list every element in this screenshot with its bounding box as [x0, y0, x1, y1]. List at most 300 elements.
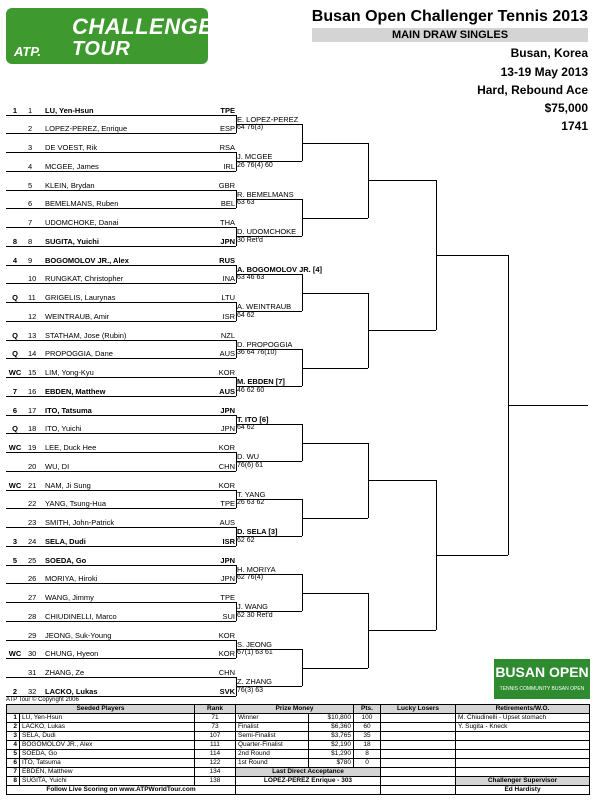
footer-row	[7, 777, 590, 786]
player-line	[6, 265, 236, 266]
round2-score: 62 62	[237, 536, 255, 544]
round2-winner-name: A. WEINTRAUB	[237, 302, 292, 312]
seed-number: 3	[7, 732, 20, 741]
round2-score: 76(6) 61	[237, 461, 264, 469]
player-name: DE VOEST, Rik	[45, 143, 98, 152]
player-seed: 7	[12, 386, 18, 396]
player-line	[6, 508, 236, 509]
round2-score: 62 30 Ret'd	[237, 611, 273, 619]
player-nationality: CHN	[218, 668, 235, 677]
player-name: LIM, Yong-Kyu	[45, 368, 94, 377]
player-draw-number: 11	[28, 293, 36, 302]
player-seed: 6	[12, 405, 18, 415]
rank-header: Rank	[195, 705, 236, 714]
round2-line	[236, 611, 302, 612]
prize-money: $75,000	[544, 101, 588, 115]
player-seed: 3	[12, 536, 18, 546]
supervisor-label: Challenger Supervisor	[456, 777, 590, 786]
player-line	[6, 433, 236, 434]
player-seed: Q	[12, 293, 18, 302]
player-line	[6, 321, 236, 322]
lucky-header: Lucky Losers	[381, 705, 456, 714]
round2-score: 63 63	[237, 199, 255, 207]
round2-winner-name: T. YANG	[237, 489, 266, 499]
prize-amount: $2,190	[309, 741, 354, 750]
prize-round: 2nd Round	[236, 750, 309, 759]
round2-score: 30 Ret'd	[237, 236, 263, 244]
footer-row	[7, 723, 590, 732]
player-nationality: TPE	[220, 593, 235, 602]
player-nationality: KOR	[218, 443, 235, 452]
player-line	[6, 358, 236, 359]
seed-rank: 122	[195, 759, 236, 768]
copyright: ATP Tour © Copyright 2006	[6, 697, 79, 703]
player-nationality: ESP	[219, 124, 235, 134]
player-name: UDOMCHOKE, Danai	[45, 218, 119, 227]
busan-open-sponsor-logo	[494, 659, 590, 699]
quarterfinal-line	[302, 143, 368, 144]
player-draw-number: 7	[28, 218, 33, 227]
player-name: WEINTRAUB, Amir	[45, 311, 110, 321]
round2-line	[236, 574, 302, 575]
quarterfinal-line	[302, 593, 368, 594]
player-line	[6, 340, 236, 341]
player-draw-number: 27	[28, 593, 37, 602]
lucky-loser-cell	[381, 768, 456, 777]
player-nationality: JPN	[220, 405, 235, 415]
round2-score: 64 62	[237, 311, 255, 319]
player-draw-number: 6	[28, 199, 33, 209]
quarterfinal-line	[302, 293, 368, 294]
player-name: KLEIN, Brydan	[45, 180, 95, 190]
player-seed: WC	[8, 480, 22, 490]
prize-amount: $6,360	[309, 723, 354, 732]
logo-atp-text: ATP.	[14, 44, 41, 59]
player-line	[6, 396, 236, 397]
seed-name: SOEDA, Go	[20, 750, 195, 759]
player-seed: 4	[12, 255, 18, 265]
prize-amount: $1,290	[309, 750, 354, 759]
seed-name: SUGITA, Yuichi	[20, 777, 195, 786]
seed-number: 2	[7, 723, 20, 732]
player-draw-number: 16	[28, 386, 37, 396]
player-nationality: KOR	[218, 480, 235, 490]
player-name: EBDEN, Matthew	[45, 386, 106, 396]
player-name: BOGOMOLOV JR., Alex	[45, 255, 129, 265]
player-name: JEONG, Suk-Young	[45, 630, 112, 640]
prize-round: Finalist	[236, 723, 309, 732]
player-seed: WC	[8, 649, 22, 659]
player-line	[6, 171, 236, 172]
location: Busan, Korea	[510, 46, 588, 60]
player-draw-number: 26	[28, 574, 37, 584]
retirement-entry	[456, 750, 590, 759]
footer-row	[7, 759, 590, 768]
seed-name: ITO, Tatsuma	[20, 759, 195, 768]
player-draw-number: 13	[28, 330, 37, 340]
seed-name: LU, Yen-Hsun	[20, 714, 195, 723]
seed-number: 1	[7, 714, 20, 723]
player-draw-number: 17	[28, 405, 37, 415]
quarterfinal-line	[302, 518, 368, 519]
last-direct-acceptance: LOPEZ-PEREZ Enrique - 303	[236, 777, 381, 786]
round2-winner-name: D. UDOMCHOKE	[237, 227, 297, 237]
prize-round: Semi-Finalist	[236, 732, 309, 741]
player-nationality: AUS	[219, 518, 235, 527]
player-name: LU, Yen-Hsun	[45, 105, 94, 115]
prize-points: 35	[354, 732, 381, 741]
player-name: MCGEE, James	[45, 161, 99, 171]
player-line	[6, 565, 236, 566]
player-line	[6, 621, 236, 622]
round2-line	[236, 686, 302, 687]
round2-winner-name: D. PROPOGGIA	[237, 339, 293, 349]
player-draw-number: 10	[28, 274, 37, 284]
quarterfinal-line	[302, 668, 368, 669]
prize-points: 18	[354, 741, 381, 750]
player-draw-number: 30	[28, 649, 37, 659]
sponsor-name: BUSAN OPEN	[495, 664, 589, 680]
player-line	[6, 246, 236, 247]
player-nationality: TPE	[220, 499, 235, 509]
player-name: MORIYA, Hiroki	[45, 574, 98, 584]
round2-line	[236, 386, 302, 387]
player-nationality: JPN	[220, 424, 235, 434]
round2-line	[236, 649, 302, 650]
round2-line	[236, 274, 302, 275]
logo-tour-text: TOUR	[72, 38, 131, 60]
player-line	[6, 452, 236, 453]
round2-winner-name: T. ITO [6]	[237, 414, 269, 424]
final-line	[436, 555, 508, 556]
last-direct-label: Last Direct Acceptance	[236, 768, 381, 777]
player-name: YANG, Tsung-Hua	[45, 499, 106, 509]
dates: 13-19 May 2013	[500, 65, 588, 79]
player-name: NAM, Ji Sung	[45, 480, 91, 490]
player-draw-number: 29	[28, 630, 37, 640]
player-name: SOEDA, Go	[45, 555, 87, 565]
lucky-loser-cell	[381, 723, 456, 732]
player-draw-number: 4	[28, 161, 33, 171]
player-nationality: JPN	[220, 236, 235, 246]
seed-name: BOGOMOLOV JR., Alex	[20, 741, 195, 750]
player-draw-number: 1	[28, 105, 33, 115]
sponsor-tagline: TENNIS COMMUNITY BUSAN OPEN	[499, 686, 585, 692]
player-name: BEMELMANS, Ruben	[45, 199, 119, 209]
player-nationality: RSA	[219, 143, 235, 152]
round2-winner-name: J. MCGEE	[237, 152, 273, 162]
prize-round: Quarter-Finalist	[236, 741, 309, 750]
seed-number: 8	[7, 777, 20, 786]
prize-points: 0	[354, 759, 381, 768]
player-name: PROPOGGIA, Dane	[45, 349, 113, 359]
footer-row	[7, 714, 590, 723]
player-nationality: JPN	[220, 555, 235, 565]
round2-winner-name: D. WU	[237, 452, 260, 462]
player-draw-number: 3	[28, 143, 33, 152]
round2-score: 64 76(3)	[237, 124, 264, 132]
seed-rank: 114	[195, 750, 236, 759]
seeded-header: Seeded Players	[7, 705, 195, 714]
round2-score: 26 76(4) 60	[237, 161, 273, 169]
round2-winner-name: E. LOPEZ-PEREZ	[237, 114, 299, 124]
seed-rank: 138	[195, 777, 236, 786]
lucky-loser-cell	[381, 732, 456, 741]
lucky-loser-cell	[381, 741, 456, 750]
player-name: SELA, Dudi	[45, 536, 86, 546]
round2-line	[236, 311, 302, 312]
player-line	[6, 415, 236, 416]
surface: Hard, Rebound Ace	[477, 83, 588, 97]
player-seed: WC	[8, 368, 22, 377]
lucky-loser-cell	[381, 750, 456, 759]
round2-score: 62 76(4)	[237, 574, 264, 582]
player-seed: WC	[8, 443, 22, 452]
follow-live-scoring: Follow Live Scoring on www.ATPWorldTour.com	[7, 786, 236, 795]
seed-name: EBDEN, Matthew	[20, 768, 195, 777]
player-line	[6, 133, 236, 134]
retirement-entry	[456, 759, 590, 768]
player-nationality: ISR	[222, 311, 235, 321]
player-draw-number: 2	[28, 124, 33, 134]
seed-rank: 73	[195, 723, 236, 732]
prize-points: 60	[354, 723, 381, 732]
prize-header: Prize Money	[236, 705, 354, 714]
player-seed: 1	[12, 105, 18, 115]
round2-score: 63 46 63	[237, 274, 265, 282]
player-draw-number: 25	[28, 555, 37, 565]
semifinal-line	[368, 480, 436, 481]
player-name: GRIGELIS, Laurynas	[45, 293, 116, 302]
player-nationality: RUS	[219, 255, 235, 265]
round2-score: 46 62 60	[237, 386, 265, 394]
player-draw-number: 20	[28, 461, 37, 471]
player-name: CHUNG, Hyeon	[45, 649, 99, 659]
round2-score: 76(3) 63	[237, 686, 264, 694]
player-line	[6, 677, 236, 678]
player-line	[6, 658, 236, 659]
player-name: LOPEZ-PEREZ, Enrique	[45, 124, 128, 134]
player-draw-number: 9	[28, 255, 33, 265]
round2-score: 64 62	[237, 424, 255, 432]
player-nationality: INA	[222, 274, 235, 284]
quarterfinal-line	[302, 368, 368, 369]
player-seed: 8	[12, 236, 18, 246]
round2-score: 67(1) 63 61	[237, 649, 273, 657]
round2-winner-name: Z. ZHANG	[237, 677, 272, 687]
player-name: ITO, Yuichi	[45, 424, 82, 434]
player-name: SMITH, John-Patrick	[45, 518, 115, 527]
player-nationality: TPE	[220, 105, 235, 115]
player-draw-number: 22	[28, 499, 37, 509]
player-line	[6, 602, 236, 603]
player-name: SUGITA, Yuichi	[45, 236, 99, 246]
prize-amount: $10,800	[309, 714, 354, 723]
player-draw-number: 5	[28, 180, 33, 190]
player-line	[6, 227, 236, 228]
round2-winner-name: D. SELA [3]	[237, 527, 278, 537]
champion-line	[508, 405, 588, 406]
pts-header: Pts.	[354, 705, 381, 714]
player-draw-number: 14	[28, 349, 37, 359]
seed-rank: 71	[195, 714, 236, 723]
lucky-loser-cell	[381, 777, 456, 786]
player-name: LEE, Duck Hee	[45, 443, 97, 452]
quarterfinal-line	[302, 443, 368, 444]
player-nationality: KOR	[218, 368, 235, 377]
round2-line	[236, 536, 302, 537]
prize-points: 100	[354, 714, 381, 723]
player-line	[6, 190, 236, 191]
player-seed: Q	[12, 330, 18, 340]
retirement-entry: Y. Sugita - Kneck	[456, 723, 590, 732]
round2-line	[236, 461, 302, 462]
prize-amount: $780	[309, 759, 354, 768]
player-line	[6, 377, 236, 378]
player-nationality: AUS	[219, 349, 235, 359]
player-line	[6, 283, 236, 284]
player-name: ITO, Tatsuma	[45, 405, 92, 415]
player-seed: Q	[12, 349, 18, 359]
player-draw-number: 28	[28, 611, 37, 621]
retirement-entry: M. Chiudinelli - Upset stomach	[456, 714, 590, 723]
draw-subtitle: MAIN DRAW SINGLES	[312, 28, 588, 42]
player-nationality: LTU	[221, 293, 235, 302]
footer-row	[7, 786, 590, 795]
seed-rank: 111	[195, 741, 236, 750]
round2-winner-name: H. MORIYA	[237, 564, 276, 574]
round2-line	[236, 124, 302, 125]
round2-winner-name: R. BEMELMANS	[237, 189, 294, 199]
lucky-loser-cell	[381, 759, 456, 768]
player-nationality: KOR	[218, 630, 235, 640]
player-seed: 2	[12, 686, 18, 696]
player-draw-number: 24	[28, 536, 37, 546]
player-nationality: BEL	[220, 199, 235, 209]
round2-line	[236, 424, 302, 425]
footer-row	[7, 750, 590, 759]
seed-rank: 134	[195, 768, 236, 777]
player-name: CHIUDINELLI, Marco	[45, 611, 117, 621]
player-draw-number: 18	[28, 424, 37, 434]
seed-number: 5	[7, 750, 20, 759]
player-line	[6, 640, 236, 641]
footer-row	[7, 732, 590, 741]
footer-table	[6, 704, 590, 795]
player-draw-number: 32	[28, 686, 37, 696]
tournament-code: 1741	[561, 119, 588, 133]
player-nationality: KOR	[218, 649, 235, 659]
player-line	[6, 152, 236, 153]
player-line	[6, 583, 236, 584]
seed-name: SELA, Dudi	[20, 732, 195, 741]
player-nationality: JPN	[220, 574, 235, 584]
seed-name: LACKO, Lukas	[20, 723, 195, 732]
player-line	[6, 490, 236, 491]
player-draw-number: 31	[28, 668, 37, 677]
player-nationality: NZL	[220, 330, 235, 340]
round2-winner-name: J. WANG	[237, 602, 268, 612]
player-seed: Q	[12, 424, 18, 434]
player-nationality: SVK	[219, 686, 235, 696]
retirements-header: Retirements/W.O.	[456, 705, 590, 714]
player-nationality: THA	[220, 218, 235, 227]
round2-line	[236, 499, 302, 500]
retirement-entry	[456, 768, 590, 777]
player-nationality: GBR	[218, 180, 235, 190]
player-name: LACKO, Lukas	[45, 686, 98, 696]
player-nationality: SUI	[222, 611, 235, 621]
footer-row	[7, 768, 590, 777]
semifinal-line	[368, 180, 436, 181]
player-draw-number: 23	[28, 518, 37, 527]
player-draw-number: 12	[28, 311, 37, 321]
player-name: ZHANG, Ze	[45, 668, 85, 677]
round2-line	[236, 199, 302, 200]
semifinal-line	[368, 630, 436, 631]
player-line	[6, 527, 236, 528]
player-draw-number: 19	[28, 443, 37, 452]
round2-score: 26 63 62	[237, 499, 265, 507]
seed-rank: 107	[195, 732, 236, 741]
player-draw-number: 15	[28, 368, 37, 377]
prize-round: 1st Round	[236, 759, 309, 768]
player-nationality: IRL	[223, 161, 235, 171]
player-nationality: CHN	[218, 461, 235, 471]
round2-winner-name: A. BOGOMOLOV JR. [4]	[237, 264, 323, 274]
semifinal-line	[368, 330, 436, 331]
final-line	[436, 255, 508, 256]
player-draw-number: 8	[28, 236, 33, 246]
player-name: RUNGKAT, Christopher	[45, 274, 124, 284]
player-draw-number: 21	[28, 480, 37, 490]
seed-number: 4	[7, 741, 20, 750]
round2-score: 36 64 76(10)	[237, 349, 277, 357]
player-line	[6, 471, 236, 472]
round2-line	[236, 349, 302, 350]
player-line	[6, 302, 236, 303]
player-name: STATHAM, Jose (Rubin)	[45, 330, 127, 340]
retirement-entry	[456, 732, 590, 741]
player-nationality: ISR	[222, 536, 235, 546]
player-line	[6, 546, 236, 547]
lucky-loser-cell	[381, 786, 456, 795]
player-nationality: AUS	[219, 386, 235, 396]
empty-cell	[236, 786, 381, 795]
prize-round: Winner	[236, 714, 309, 723]
seed-number: 6	[7, 759, 20, 768]
round2-winner-name: M. EBDEN [7]	[237, 377, 285, 387]
player-line	[6, 115, 236, 116]
supervisor-name: Ed Hardisty	[456, 786, 590, 795]
tournament-title: Busan Open Challenger Tennis 2013	[311, 8, 588, 25]
round2-winner-name: S. JEONG	[237, 639, 273, 649]
player-line	[6, 208, 236, 209]
retirement-entry	[456, 741, 590, 750]
quarterfinal-line	[302, 218, 368, 219]
seed-number: 7	[7, 768, 20, 777]
player-name: WANG, Jimmy	[45, 593, 94, 602]
prize-amount: $3,765	[309, 732, 354, 741]
round2-line	[236, 236, 302, 237]
lucky-loser-cell	[381, 714, 456, 723]
player-name: WU, DI	[45, 461, 70, 471]
logo-challenger-text: CHALLENGER	[72, 14, 230, 39]
footer-row	[7, 741, 590, 750]
round2-line	[236, 161, 302, 162]
prize-points: 8	[354, 750, 381, 759]
player-seed: 5	[12, 555, 18, 565]
